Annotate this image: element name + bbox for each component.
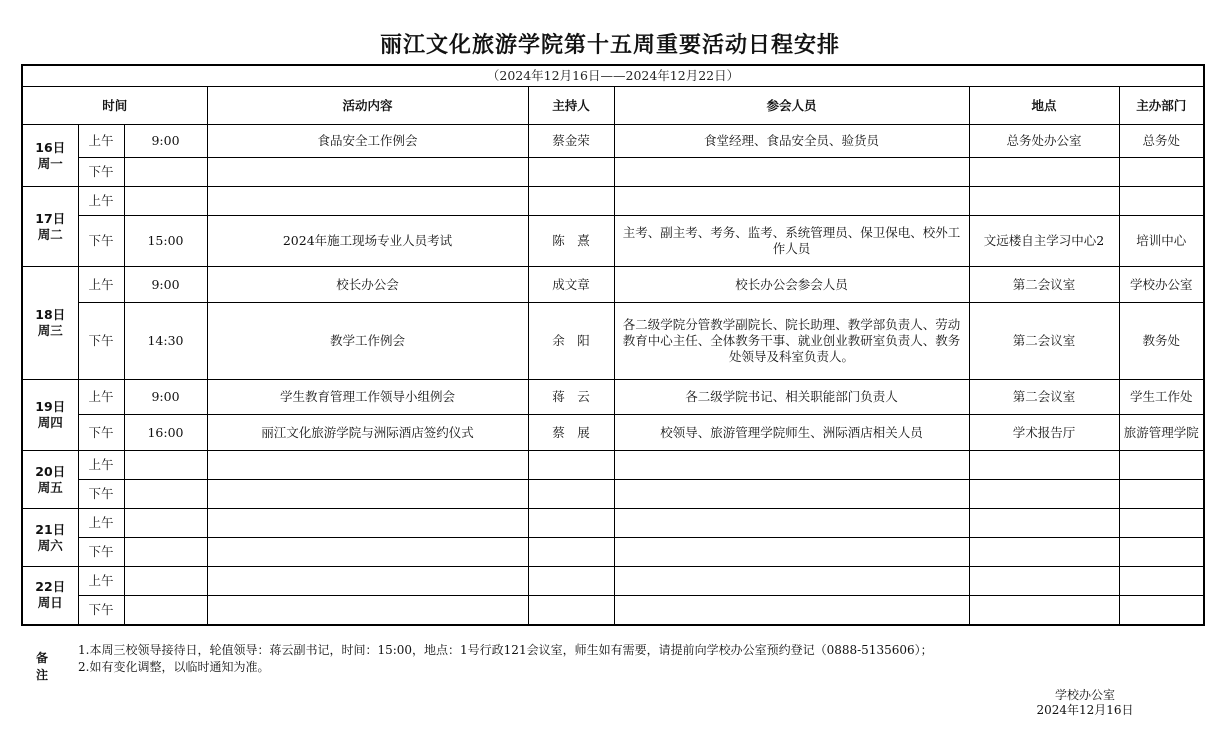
header-content: 活动内容 <box>207 87 528 125</box>
content-cell <box>207 596 528 625</box>
organizer-cell <box>1119 509 1204 538</box>
location-cell <box>969 158 1119 187</box>
host-cell: 陈 熹 <box>528 216 614 267</box>
day-cell <box>22 567 78 625</box>
header-row <box>22 87 1204 125</box>
content-cell <box>207 480 528 509</box>
location-cell <box>969 596 1119 625</box>
period-cell: 下午 <box>78 415 124 451</box>
period-cell: 下午 <box>78 158 124 187</box>
footer-office: 学校办公室 <box>1054 688 1115 702</box>
time-cell <box>124 567 207 596</box>
content-cell <box>207 538 528 567</box>
location-cell <box>969 509 1119 538</box>
content-cell: 校长办公会 <box>207 267 528 303</box>
header-time: 时间 <box>22 87 207 125</box>
time-cell: 9:00 <box>124 380 207 415</box>
attendees-cell: 校领导、旅游管理学院师生、洲际酒店相关人员 <box>614 415 969 451</box>
organizer-cell: 总务处 <box>1119 125 1204 158</box>
period-cell: 上午 <box>78 187 124 216</box>
day-date: 22日 <box>35 579 66 595</box>
time-cell: 9:00 <box>124 125 207 158</box>
location-cell: 学术报告厅 <box>969 415 1119 451</box>
location-cell: 第二会议室 <box>969 380 1119 415</box>
day-date: 18日 <box>35 307 66 322</box>
attendees-cell: 校长办公会参会人员 <box>614 267 969 303</box>
table-row <box>22 596 1204 625</box>
table-row <box>22 303 1204 380</box>
time-cell <box>124 480 207 509</box>
host-cell <box>528 596 614 625</box>
organizer-cell <box>1119 538 1204 567</box>
organizer-cell <box>1119 596 1204 625</box>
organizer-cell <box>1119 158 1204 187</box>
table-row <box>22 380 1204 415</box>
day-cell <box>22 187 78 267</box>
location-cell: 总务处办公室 <box>969 125 1119 158</box>
day-weekday: 周一 <box>37 155 63 171</box>
organizer-cell: 学生工作处 <box>1119 380 1204 415</box>
period-cell: 上午 <box>78 267 124 303</box>
period-cell: 上午 <box>78 125 124 158</box>
attendees-cell <box>614 538 969 567</box>
attendees-cell <box>614 158 969 187</box>
schedule-table <box>21 64 1205 626</box>
day-weekday: 周日 <box>37 595 63 611</box>
attendees-cell <box>614 567 969 596</box>
footer <box>1010 688 1160 718</box>
day-date: 17日 <box>35 210 66 226</box>
period-cell: 上午 <box>78 451 124 480</box>
organizer-cell: 旅游管理学院 <box>1119 415 1204 451</box>
time-cell <box>124 158 207 187</box>
host-cell <box>528 158 614 187</box>
notes-label: 备注 <box>36 651 49 682</box>
organizer-cell <box>1119 451 1204 480</box>
day-weekday: 周三 <box>37 323 63 338</box>
organizer-cell: 学校办公室 <box>1119 267 1204 303</box>
attendees-cell <box>614 480 969 509</box>
period-cell: 下午 <box>78 303 124 380</box>
page-title: 丽江文化旅游学院第十五周重要活动日程安排 <box>379 33 840 58</box>
attendees-cell <box>614 596 969 625</box>
organizer-cell <box>1119 480 1204 509</box>
table-row <box>22 187 1204 216</box>
organizer-cell: 教务处 <box>1119 303 1204 380</box>
day-weekday: 周六 <box>37 537 63 553</box>
time-cell <box>124 509 207 538</box>
table-row <box>22 567 1204 596</box>
table-row <box>22 216 1204 267</box>
notes-line-2: 2.如有变化调整，以临时通知为准。 <box>78 660 270 674</box>
day-date: 21日 <box>35 521 66 537</box>
location-cell <box>969 480 1119 509</box>
table-row <box>22 538 1204 567</box>
table-row <box>22 480 1204 509</box>
content-cell: 教学工作例会 <box>207 303 528 380</box>
header-host: 主持人 <box>528 87 614 125</box>
footer-date: 2024年12月16日 <box>1036 703 1134 717</box>
period-cell: 下午 <box>78 480 124 509</box>
day-weekday: 周二 <box>37 226 63 242</box>
location-cell: 第二会议室 <box>969 267 1119 303</box>
time-cell: 14:30 <box>124 303 207 380</box>
table-row <box>22 451 1204 480</box>
time-cell <box>124 596 207 625</box>
table-row <box>22 415 1204 451</box>
content-cell <box>207 187 528 216</box>
day-cell <box>22 380 78 451</box>
attendees-cell <box>614 451 969 480</box>
content-cell: 食品安全工作例会 <box>207 125 528 158</box>
day-weekday: 周四 <box>37 415 63 430</box>
location-cell <box>969 567 1119 596</box>
host-cell <box>528 187 614 216</box>
day-cell <box>22 451 78 509</box>
period-cell: 下午 <box>78 216 124 267</box>
day-cell <box>22 267 78 380</box>
date-range: （2024年12月16日——2024年12月22日） <box>22 65 1204 87</box>
header-attendees: 参会人员 <box>614 87 969 125</box>
day-cell <box>22 509 78 567</box>
time-cell: 16:00 <box>124 415 207 451</box>
attendees-cell <box>614 509 969 538</box>
day-date: 19日 <box>35 399 66 414</box>
day-date: 20日 <box>35 463 66 479</box>
table-row <box>22 158 1204 187</box>
header-organizer: 主办部门 <box>1119 87 1204 125</box>
location-cell <box>969 538 1119 567</box>
period-cell: 上午 <box>78 509 124 538</box>
host-cell: 余 阳 <box>528 303 614 380</box>
notes-line-1: 1.本周三校领导接待日，轮值领导：蒋云副书记，时间：15:00，地点：1号行政121会议室，师生如有需要，请提前向学校办公室预约登记（0888-5135606）； <box>78 643 933 657</box>
attendees-cell: 主考、副主考、考务、监考、系统管理员、保卫保电、校外工作人员 <box>614 216 969 267</box>
time-cell: 9:00 <box>124 267 207 303</box>
day-cell <box>22 125 78 187</box>
host-cell: 蔡金荣 <box>528 125 614 158</box>
attendees-cell: 各二级学院分管教学副院长、院长助理、教学部负责人、劳动教育中心主任、全体教务干事、就业创业教研室负责人、教务处领导及科室负责人。 <box>614 303 969 380</box>
period-cell: 上午 <box>78 380 124 415</box>
day-weekday: 周五 <box>37 479 63 495</box>
period-cell: 下午 <box>78 596 124 625</box>
host-cell: 蒋 云 <box>528 380 614 415</box>
time-cell <box>124 187 207 216</box>
content-cell <box>207 158 528 187</box>
host-cell <box>528 451 614 480</box>
attendees-cell <box>614 187 969 216</box>
attendees-cell: 食堂经理、食品安全员、验货员 <box>614 125 969 158</box>
period-cell: 下午 <box>78 538 124 567</box>
host-cell: 蔡 展 <box>528 415 614 451</box>
host-cell <box>528 509 614 538</box>
location-cell: 第二会议室 <box>969 303 1119 380</box>
header-location: 地点 <box>969 87 1119 125</box>
host-cell <box>528 480 614 509</box>
location-cell <box>969 187 1119 216</box>
content-cell: 2024年施工现场专业人员考试 <box>207 216 528 267</box>
table-row <box>22 509 1204 538</box>
period-cell: 上午 <box>78 567 124 596</box>
attendees-cell: 各二级学院书记、相关职能部门负责人 <box>614 380 969 415</box>
location-cell <box>969 451 1119 480</box>
content-cell <box>207 567 528 596</box>
location-cell: 文远楼自主学习中心2 <box>969 216 1119 267</box>
date-range-row <box>22 65 1204 87</box>
organizer-cell <box>1119 187 1204 216</box>
time-cell <box>124 538 207 567</box>
content-cell <box>207 451 528 480</box>
organizer-cell <box>1119 567 1204 596</box>
content-cell <box>207 509 528 538</box>
content-cell: 学生教育管理工作领导小组例会 <box>207 380 528 415</box>
table-row <box>22 125 1204 158</box>
host-cell: 成文章 <box>528 267 614 303</box>
time-cell <box>124 451 207 480</box>
host-cell <box>528 567 614 596</box>
time-cell: 15:00 <box>124 216 207 267</box>
table-row <box>22 267 1204 303</box>
content-cell: 丽江文化旅游学院与洲际酒店签约仪式 <box>207 415 528 451</box>
day-date: 16日 <box>35 139 66 155</box>
host-cell <box>528 538 614 567</box>
organizer-cell: 培训中心 <box>1119 216 1204 267</box>
